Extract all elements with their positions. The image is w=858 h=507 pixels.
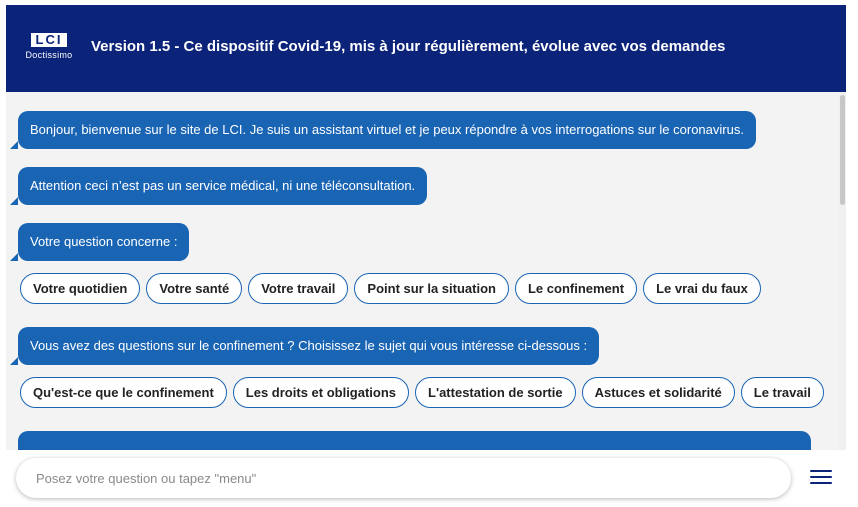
chatbot-window: [6, 5, 846, 505]
chat-scrollbar[interactable]: [839, 92, 846, 450]
chat-messages[interactable]: [6, 92, 839, 450]
question-input[interactable]: [16, 458, 791, 498]
header-title: Version 1.5 - Ce dispositif Covid-19, mis à jour régulièrement, évolue avec vos demandes: [91, 38, 726, 55]
input-bar: [6, 450, 846, 505]
chip-votre-travail[interactable]: Votre travail: [248, 273, 348, 304]
confinement-chips: [20, 377, 824, 408]
chip-le-travail[interactable]: Le travail: [741, 377, 824, 408]
hamburger-menu-icon[interactable]: [810, 470, 832, 486]
chat-header: [6, 5, 846, 92]
bot-message: Attention ceci n’est pas un service médical, ni une téléconsultation.: [18, 167, 427, 205]
bot-message: Votre question concerne :: [18, 223, 189, 261]
scrollbar-thumb[interactable]: [840, 95, 845, 205]
bot-message: Vous avez des questions sur le confinement ? Choisissez le sujet qui vous intéresse ci-dessous :: [18, 327, 599, 365]
logo-brand: LCI: [31, 33, 68, 47]
chip-attestation-sortie[interactable]: L'attestation de sortie: [415, 377, 576, 408]
chip-votre-quotidien[interactable]: Votre quotidien: [20, 273, 140, 304]
bot-message-partial: [18, 431, 811, 450]
logo-sub: Doctissimo: [25, 50, 73, 60]
chip-quest-ce-confinement[interactable]: Qu'est-ce que le confinement: [20, 377, 227, 408]
chip-vrai-du-faux[interactable]: Le vrai du faux: [643, 273, 761, 304]
chip-droits-obligations[interactable]: Les droits et obligations: [233, 377, 409, 408]
chip-le-confinement[interactable]: Le confinement: [515, 273, 637, 304]
question-input-wrapper: [16, 458, 791, 498]
chip-point-situation[interactable]: Point sur la situation: [354, 273, 509, 304]
topic-chips: [20, 273, 761, 304]
chip-astuces-solidarite[interactable]: Astuces et solidarité: [582, 377, 735, 408]
bot-message: Bonjour, bienvenue sur le site de LCI. Je suis un assistant virtuel et je peux répondre à vos interrogations sur le coronavirus.: [18, 111, 756, 149]
chip-votre-sante[interactable]: Votre santé: [146, 273, 242, 304]
lci-logo: [22, 33, 76, 61]
